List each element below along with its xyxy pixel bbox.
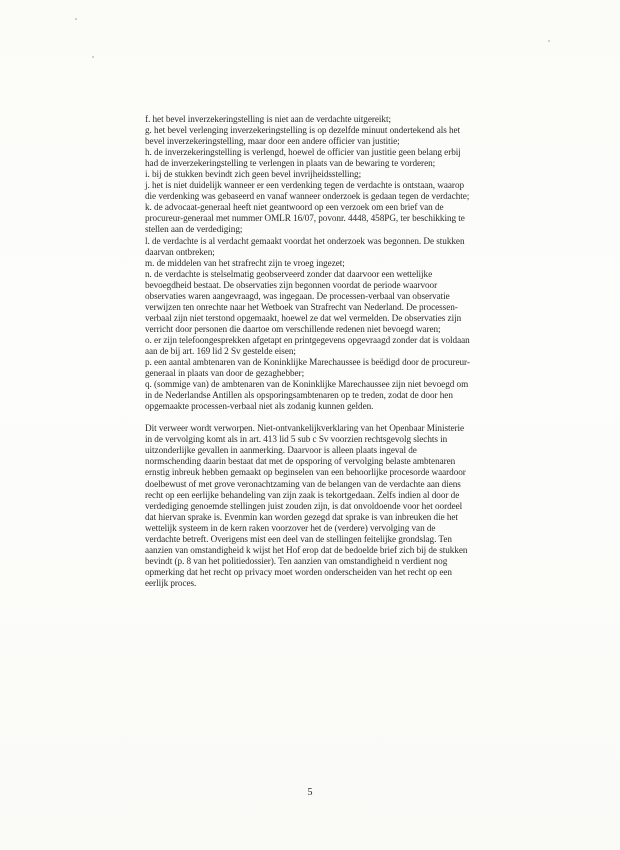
scan-speck — [548, 40, 550, 42]
list-line: verbaal zijn niet terstond opgemaakt, hoewel ze dat wel vermelden. De observaties zijn — [145, 312, 462, 323]
paragraph-line: wettelijk systeem in de kern raken voorzover het de (verdere) vervolging van de — [145, 522, 436, 533]
list-line: verricht door personen die daartoe om verschillende redenen niet bevoegd waren; — [145, 323, 441, 334]
paragraph-line: eerlijk proces. — [145, 577, 197, 588]
paragraph-line: doelbewust of met grove veronachtzaming van de belangen van de verdachte aan diens — [145, 478, 461, 489]
list-line: n. de verdachte is stelselmatig geobserveerd zonder dat daarvoor een wettelijke — [145, 268, 433, 279]
list-line: had de inverzekeringstelling te verlengen in plaats van de bewaring te vorderen; — [145, 158, 436, 169]
list-line: generaal in plaats van door de gezaghebber; — [145, 368, 305, 379]
scan-speck — [92, 56, 94, 58]
page-number: 5 — [307, 787, 313, 798]
paragraph-line: in de vervolging komt als in art. 413 lid 5 sub c Sv voorzien rechtsgevolg slechts in — [145, 434, 448, 445]
list-line: opgemaakte processen-verbaal niet als zodanig kunnen gelden. — [145, 401, 374, 412]
list-line: p. een aantal ambtenaren van de Koninklijke Marechaussee is beëdigd door de procureur- — [145, 357, 470, 368]
list-line: o. er zijn telefoongesprekken afgetapt en printgegevens opgevraagd zonder dat is voldaan — [145, 334, 470, 345]
paragraph-line: dat hiervan sprake is. Evenmin kan worden gezegd dat sprake is van inbreuken die het — [145, 511, 458, 522]
paragraph-line: ernstig inbreuk hebben gemaakt op beginselen van een behoorlijke procesorde waardoor — [145, 467, 466, 478]
paragraph-line: recht op een eerlijke behandeling van zijn zaak is tekortgedaan. Zelfs indien al door de — [145, 489, 460, 500]
paragraph-line: aanzien van omstandigheid k wijst het Hof erop dat de bedoelde brief zich bij de stukken — [145, 544, 468, 555]
list-line: m. de middelen van het strafrecht zijn te vroeg ingezet; — [145, 257, 345, 268]
objection-list — [145, 114, 545, 412]
paragraph-line: Dit verweer wordt verworpen. Niet-ontvankelijkverklaring van het Openbaar Ministerie — [145, 423, 465, 434]
paragraph-line: uitzonderlijke gevallen in aanmerking. Daarvoor is alleen plaats ingeval de — [145, 445, 417, 456]
list-line: bevel inverzekeringstelling, maar door een andere officier van justitie; — [145, 136, 400, 147]
list-line: k. de advocaat-generaal heeft niet geantwoord op een verzoek om een brief van de — [145, 202, 444, 213]
list-line: h. de inverzekeringstelling is verlengd, hoewel de officier van justitie geen belang erbij — [145, 147, 461, 158]
list-line: observaties waren aangevraagd, was ingegaan. De processen-verbaal van observatie — [145, 290, 450, 301]
paragraph-line: bevindt (p. 8 van het politiedossier). Ten aanzien van omstandigheid n verdient nog — [145, 555, 448, 566]
list-line: procureur-generaal met nummer OMLR 16/07, povonr. 4448, 458PG, ter beschikking te — [145, 213, 465, 224]
list-line: verwijzen ten onrechte naar het Wetboek van Strafrecht van Nederland. De processen- — [145, 301, 458, 312]
document-body — [145, 114, 545, 589]
list-line: in de Nederlandse Antillen als opsporingsambtenaren op te treden, zodat de door hen — [145, 390, 453, 401]
scan-speck — [75, 18, 77, 20]
paragraph-line: opmerking dat het recht op privacy moet worden onderscheiden van het recht op een — [145, 566, 452, 577]
list-line: bevoegdheid bestaat. De observaties zijn begonnen voordat de periode waarvoor — [145, 279, 438, 290]
list-line: die verdenking was gebaseerd en vanaf wanneer onderzoek is gedaan tegen de verdachte; — [145, 191, 470, 202]
paragraph-gap — [145, 412, 545, 423]
court-ruling-paragraph — [145, 423, 545, 589]
list-line: j. het is niet duidelijk wanneer er een verdenking tegen de verdachte is ontstaan, waarop — [145, 180, 465, 191]
list-line: f. het bevel inverzekeringstelling is niet aan de verdachte uitgereikt; — [145, 114, 391, 124]
paragraph-line: normschending daarin bestaat dat met de opsporing of vervolging belaste ambtenaren — [145, 456, 456, 467]
list-line: q. (sommige van) de ambtenaren van de Koninklijke Marechaussee zijn niet bevoegd om — [145, 379, 469, 390]
paragraph-line: verdediging genoemde stellingen juist zouden zijn, is dat onvoldoende voor het oordeel — [145, 500, 463, 511]
list-line: l. de verdachte is al verdacht gemaakt voordat het onderzoek was begonnen. De stukken — [145, 235, 465, 246]
list-line: daarvan ontbreken; — [145, 246, 215, 257]
paragraph-line: verdachte betreft. Overigens mist een deel van de stellingen feitelijke grondslag. Ten — [145, 533, 452, 544]
list-line: i. bij de stukken bevindt zich geen bevel invrijheidsstelling; — [145, 169, 362, 180]
list-line: stellen aan de verdediging; — [145, 224, 243, 235]
list-line: aan de bij art. 169 lid 2 Sv gestelde eisen; — [145, 345, 296, 356]
list-line: g. het bevel verlenging inverzekeringstelling is op dezelfde minuut ondertekend als het — [145, 125, 461, 136]
